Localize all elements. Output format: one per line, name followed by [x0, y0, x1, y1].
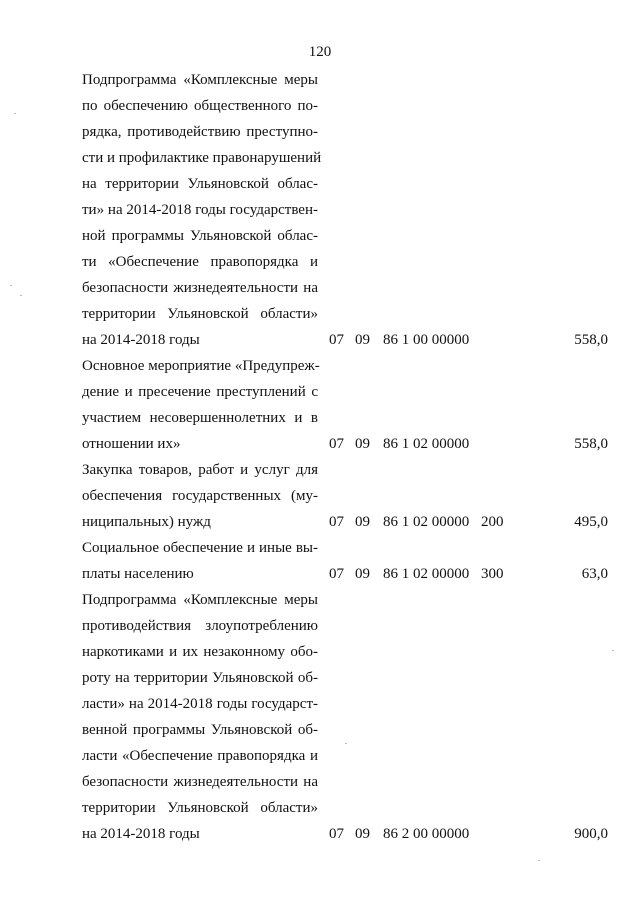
target-item-code: 86 2 00 00000	[383, 826, 470, 842]
description-line: Подпрограмма «Комплексные меры	[82, 72, 318, 88]
amount: 558,0	[574, 332, 608, 348]
description-line: наркотиками и их незаконному обо-	[82, 644, 318, 660]
row-description	[82, 457, 318, 535]
description-line: Закупка товаров, работ и услуг для	[82, 462, 318, 478]
description-line: на территории Ульяновской облас-	[82, 176, 318, 192]
description-line: отношении их»	[82, 436, 181, 452]
target-item-code: 86 1 00 00000	[383, 332, 470, 348]
amount: 495,0	[574, 514, 608, 530]
amount: 558,0	[574, 436, 608, 452]
description-line: территории Ульяновской области»	[82, 306, 318, 322]
row-description	[82, 587, 318, 847]
description-line: Социальное обеспечение и иные вы-	[82, 540, 318, 556]
description-line: ниципальных) нужд	[82, 514, 211, 530]
expense-type-code: 200	[481, 514, 504, 530]
row-description	[82, 353, 318, 457]
scan-speck	[20, 295, 22, 296]
target-item-code: 86 1 02 00000	[383, 436, 470, 452]
scan-speck	[612, 650, 614, 651]
description-line: по обеспечению общественного по-	[82, 98, 318, 114]
description-line: ласти «Обеспечение правопорядка и	[82, 748, 318, 764]
description-line: сти и профилактике правонарушений	[82, 150, 322, 166]
description-line: роту на территории Ульяновской об-	[82, 670, 318, 686]
section-code: 07	[329, 332, 344, 348]
subsection-code: 09	[355, 332, 370, 348]
description-line: ти «Обеспечение правопорядка и	[82, 254, 318, 270]
page-number: 120	[308, 44, 332, 60]
row-description	[82, 67, 322, 353]
section-code: 07	[329, 566, 344, 582]
description-line: Подпрограмма «Комплексные меры	[82, 592, 318, 608]
target-item-code: 86 1 02 00000	[383, 566, 470, 582]
scan-speck	[538, 860, 540, 861]
subsection-code: 09	[355, 826, 370, 842]
description-line: территории Ульяновской области»	[82, 800, 318, 816]
amount: 900,0	[574, 826, 608, 842]
description-line: ти» на 2014-2018 годы государствен-	[82, 202, 318, 218]
description-line: дение и пресечение преступлений с	[82, 384, 318, 400]
description-line: безопасности жизнедеятельности на	[82, 774, 318, 790]
scan-speck	[10, 285, 12, 286]
target-item-code: 86 1 02 00000	[383, 514, 470, 530]
scan-speck	[345, 743, 347, 744]
amount: 63,0	[581, 566, 608, 582]
scan-speck	[14, 113, 16, 114]
description-line: противодействия злоупотреблению	[82, 618, 318, 634]
subsection-code: 09	[355, 436, 370, 452]
description-line: ласти» на 2014-2018 годы государст-	[82, 696, 318, 712]
subsection-code: 09	[355, 566, 370, 582]
row-description	[82, 535, 318, 587]
section-code: 07	[329, 514, 344, 530]
description-line: участием несовершеннолетних и в	[82, 410, 318, 426]
description-line: на 2014-2018 годы	[82, 332, 200, 348]
description-line: Основное мероприятие «Предупреж-	[82, 358, 320, 374]
description-line: ной программы Ульяновской облас-	[82, 228, 318, 244]
description-line: платы населению	[82, 566, 194, 582]
description-line: обеспечения государственных (му-	[82, 488, 318, 504]
description-line: на 2014-2018 годы	[82, 826, 200, 842]
subsection-code: 09	[355, 514, 370, 530]
description-line: венной программы Ульяновской об-	[82, 722, 318, 738]
section-code: 07	[329, 826, 344, 842]
section-code: 07	[329, 436, 344, 452]
description-line: рядка, противодействию преступно-	[82, 124, 318, 140]
expense-type-code: 300	[481, 566, 504, 582]
description-line: безопасности жизнедеятельности на	[82, 280, 318, 296]
